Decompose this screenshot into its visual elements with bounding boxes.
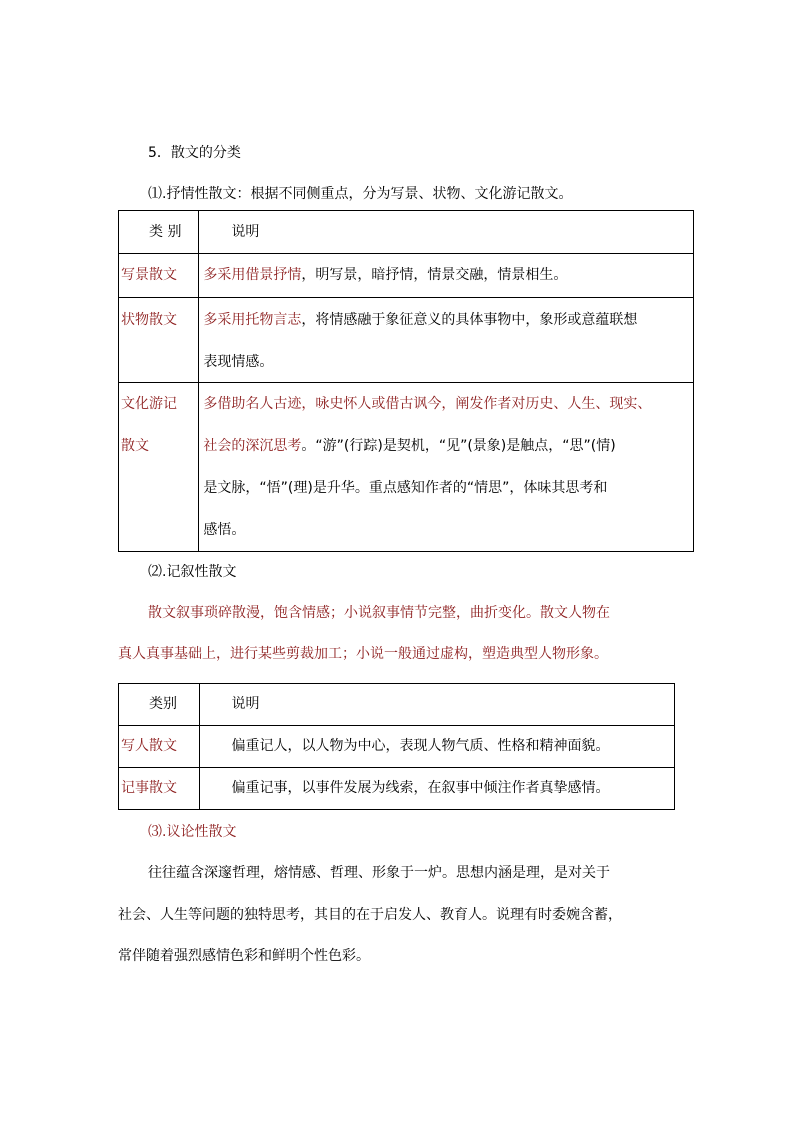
part2-paragraph-line: 散文叙事琐碎散漫，饱含情感；小说叙事情节完整，曲折变化。散文人物在 bbox=[148, 605, 610, 621]
type-cell: 记事散文 bbox=[119, 768, 200, 810]
part3-heading: ⑶.议论性散文 bbox=[148, 824, 237, 840]
type-cell: 状物散文 bbox=[119, 298, 199, 383]
desc-cell: 偏重记事，以事件发展为线索，在叙事中倾注作者真挚感情。 bbox=[199, 768, 675, 810]
desc-cell: 多采用借景抒情，明写景，暗抒情，情景交融，情景相生。 bbox=[199, 254, 694, 298]
table-row bbox=[119, 768, 675, 810]
part1-heading: ⑴.抒情性散文：根据不同侧重点，分为写景、状物、文化游记散文。 bbox=[148, 186, 573, 202]
part2-paragraph-line: 真人真事基础上，进行某些剪裁加工；小说一般通过虚构，塑造典型人物形象。 bbox=[118, 646, 608, 662]
part3-paragraph-line: 往往蕴含深邃哲理，熔情感、哲理、形象于一炉。思想内涵是理，是对关于 bbox=[148, 865, 610, 881]
table-row bbox=[119, 298, 694, 383]
header-desc-cell: 说明 bbox=[199, 211, 694, 254]
lyric-prose-table bbox=[118, 210, 694, 552]
type-cell: 写人散文 bbox=[119, 726, 200, 768]
section-title: 5．散文的分类 bbox=[148, 145, 241, 161]
part3-paragraph-line: 社会、人生等问题的独特思考，其目的在于启发人、教育人。说理有时委婉含蓄， bbox=[118, 907, 622, 923]
type-cell: 写景散文 bbox=[119, 254, 199, 298]
header-type-cell: 类 别 bbox=[119, 211, 199, 254]
desc-cell: 多采用托物言志，将情感融于象征意义的具体事物中，象形或意蕴联想 表现情感。 bbox=[199, 298, 694, 383]
table-row bbox=[119, 726, 675, 768]
part3-paragraph-line: 常伴随着强烈感情色彩和鲜明个性色彩。 bbox=[118, 948, 370, 964]
narrative-prose-table bbox=[118, 683, 675, 810]
header-desc-cell: 说明 bbox=[199, 684, 675, 726]
table-header-row bbox=[119, 211, 694, 254]
desc-cell: 多借助名人古迹，咏史怀人或借古讽今，阐发作者对历史、人生、现实、 社会的深沉思考。“游”(行踪)是契机，“见”(景象)是触点，“思”(情) 是文脉，“悟”(理)是升华。重点感知作者的“情思”，体味其思考和 感悟。 bbox=[199, 383, 694, 552]
type-cell: 文化游记 散文 bbox=[119, 383, 199, 552]
part2-heading: ⑵.记叙性散文 bbox=[148, 564, 237, 580]
desc-cell: 偏重记人，以人物为中心，表现人物气质、性格和精神面貌。 bbox=[199, 726, 675, 768]
table-header-row bbox=[119, 684, 675, 726]
table-row bbox=[119, 383, 694, 552]
header-type-cell: 类别 bbox=[119, 684, 200, 726]
table-row bbox=[119, 254, 694, 298]
